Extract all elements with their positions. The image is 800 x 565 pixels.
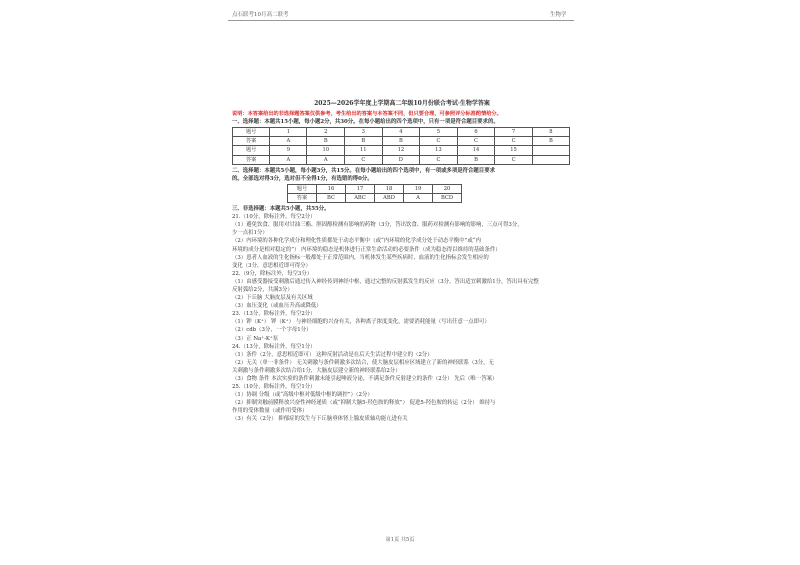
answer-table-2 — [287, 184, 462, 203]
table-cell: A — [270, 137, 307, 146]
header-right: 生物学 — [550, 12, 567, 18]
table-cell: 题号 — [233, 146, 270, 155]
table-cell: 1 — [270, 128, 307, 137]
table-cell: C — [457, 137, 495, 146]
answer-line: （3）食物 条件 本次实验的条件刺激未能引起唾液分泌，不满足条件反射建立的条件（2分） 先后（唯一答案） — [232, 376, 498, 382]
table-cell: B — [307, 137, 345, 146]
header-divider — [228, 20, 574, 21]
table-cell: B — [382, 137, 420, 146]
answer-line: 22.（9分，除标注外，每空3分） — [232, 270, 313, 277]
table-cell: B — [457, 155, 495, 164]
answer-body — [232, 213, 572, 423]
table-row — [288, 193, 462, 202]
table-cell: 15 — [495, 146, 533, 155]
answer-line: （1）协调 分级（或“高级中枢对低级中枢的调控”）（2分） — [232, 392, 373, 399]
table-cell: BC — [317, 193, 346, 202]
table-cell: 7 — [495, 128, 533, 137]
table-cell: 2 — [307, 128, 345, 137]
table-cell: ABC — [346, 193, 375, 202]
table-cell: 答案 — [288, 193, 317, 202]
answer-line: （2）抑制突触前膜释放兴奋性神经递质（或“抑制大脑5-羟色胺的释放”） 促进5-羟色胺的转运（2分） 维持与 — [232, 400, 496, 407]
table-cell: C — [495, 137, 533, 146]
table-cell: 14 — [457, 146, 495, 155]
answer-line: （2）下丘脑 大脑皮层及有关区域 — [232, 295, 313, 302]
table-cell: C — [420, 155, 458, 164]
answer-document — [232, 100, 572, 424]
answer-line: （1）钾（K⁺） 钾（K⁺） 与神经细胞的兴奋有关，各种离子浓度变化，需要消耗能量（写出任意一点即可） — [232, 319, 490, 326]
table-row — [233, 128, 570, 137]
page-footer: 第1页 共5页 — [385, 537, 415, 543]
answer-line: （3）患者人血液的生化指标一般都处于正常范围内，当机体发生某些疾病时，血液的生化指标会发生相应的 — [232, 254, 489, 261]
table-cell: 19 — [404, 184, 433, 193]
answer-line: 变化（3分，意思相近即可得分） — [232, 262, 311, 269]
answer-line: （2）cdb（3分，一个字母1分） — [232, 327, 312, 334]
table-cell: A — [307, 155, 345, 164]
answer-line: （1）避免饮食、服用对甘油三酯、胆固醇检测有影响的药物（3分，答出饮食、服药对检测有影响的影响，三点可得3分， — [232, 222, 523, 229]
answer-line: 反射弧给2分，共满3分） — [232, 286, 293, 293]
table-cell: BCD — [433, 193, 462, 202]
header-left: 点石联考10月高二联考 — [232, 12, 289, 18]
answer-line: （1）由感受器接受刺激后通过传入神经传到神经中枢，通过完整的反射弧发生的反应（3分，答出适宜刺激给1分，答出具有完整 — [232, 278, 539, 285]
table-cell: 5 — [420, 128, 458, 137]
answer-line: （1）条件（2分，意思相近即可） 这种反射活动是在后天生活过程中建立的（2分） — [232, 351, 433, 358]
table-cell: 8 — [532, 128, 569, 137]
answer-table-1 — [232, 127, 570, 164]
table-cell: B — [532, 137, 569, 146]
table-cell: 17 — [346, 184, 375, 193]
answer-line: 少一点扣1分） — [232, 230, 268, 237]
table-cell: 4 — [382, 128, 420, 137]
table-cell: 6 — [457, 128, 495, 137]
table-cell: 11 — [345, 146, 383, 155]
table-row — [233, 146, 570, 155]
table-cell: C — [495, 155, 533, 164]
table-row — [233, 155, 570, 164]
scoring-note: 说明：本答案给出的非选择题答案仅供参考，考生给出的答案与本答案不同，但只要合理，可参照评分标准酌情给分。 — [232, 111, 502, 118]
table-cell — [532, 146, 569, 155]
table-cell: 答案 — [233, 137, 270, 146]
table-cell: ABD — [375, 193, 404, 202]
table-cell: 18 — [375, 184, 404, 193]
table-cell: A — [270, 155, 307, 164]
table-cell: 答案 — [233, 155, 270, 164]
table-cell: 3 — [345, 128, 383, 137]
section-2-heading: 二、选择题：本题共5小题，每小题3分，共15分。在每小题给出的四个选项中，有一项或多项是符合题目要求 — [232, 167, 495, 174]
table-cell: 题号 — [288, 184, 317, 193]
table-cell: 16 — [317, 184, 346, 193]
table-cell: D — [382, 155, 420, 164]
table-cell: 10 — [307, 146, 345, 155]
table-cell: 13 — [420, 146, 458, 155]
answer-line: （3）有关（2分） 抑郁症的发生与下丘脑垂体肾上腺皮质轴功能亢进有关 — [232, 416, 408, 423]
table-row — [288, 184, 462, 193]
section-1-heading: 一、选择题：本题共15小题，每小题2分，共30分。在每小题给出的四个选项中，只有一项是符合题目要求的。 — [232, 119, 499, 126]
section-3-heading: 三、非选择题：本题共5小题，共55分。 — [232, 206, 330, 213]
table-cell — [532, 155, 569, 164]
section-2-heading-cont: 的。全部选对得3分，选对但不全得1分，有选错的得0分。 — [232, 175, 373, 182]
table-row — [233, 137, 570, 146]
answer-line: （2）内环境的各种化学成分和理化性质都处于动态平衡中（或“内环境的化学成分处于动态平衡中”或“内 — [232, 238, 481, 245]
table-cell: A — [404, 193, 433, 202]
answer-line: 24.（13分，除标注外，每空1分） — [232, 343, 316, 350]
document-title: 2025—2026学年度上学期高二年级10月份联合考试·生物学答案 — [314, 100, 490, 107]
table-cell: 20 — [433, 184, 462, 193]
answer-line: 关刺激与条件刺激多次结合给1分，大脑皮层建立新的神经联系给2分） — [232, 367, 401, 374]
answer-line: 23.（13分，除标注外，每空2分） — [232, 311, 316, 318]
table-cell: 12 — [382, 146, 420, 155]
answer-line: （3）正 Na⁺-K⁺泵 — [232, 335, 279, 342]
answer-line: （2）无关（单一非条件） 无关刺激与条件刺激多次结合，使大脑皮层相应区域建立了新的神经联系（3分，无 — [232, 359, 494, 366]
table-cell: C — [345, 155, 383, 164]
table-cell: B — [345, 137, 383, 146]
answer-line: 21.（10分，除标注外，每空2分） — [232, 214, 316, 221]
answer-line: 25.（10分，除标注外，每空1分） — [232, 384, 316, 391]
answer-line: 环境的成分是相对稳定的”） 内环境的稳态是机体进行正常生命活动的必要条件（成为稳态得以维持的基础条件） — [232, 246, 501, 253]
answer-line: 作用的受体数量（或作用受体） — [232, 408, 308, 415]
answer-line: （3）血压变化（或血压升高或降低） — [232, 303, 322, 310]
table-cell: C — [420, 137, 458, 146]
table-cell: 9 — [270, 146, 307, 155]
table-cell: 题号 — [233, 128, 270, 137]
